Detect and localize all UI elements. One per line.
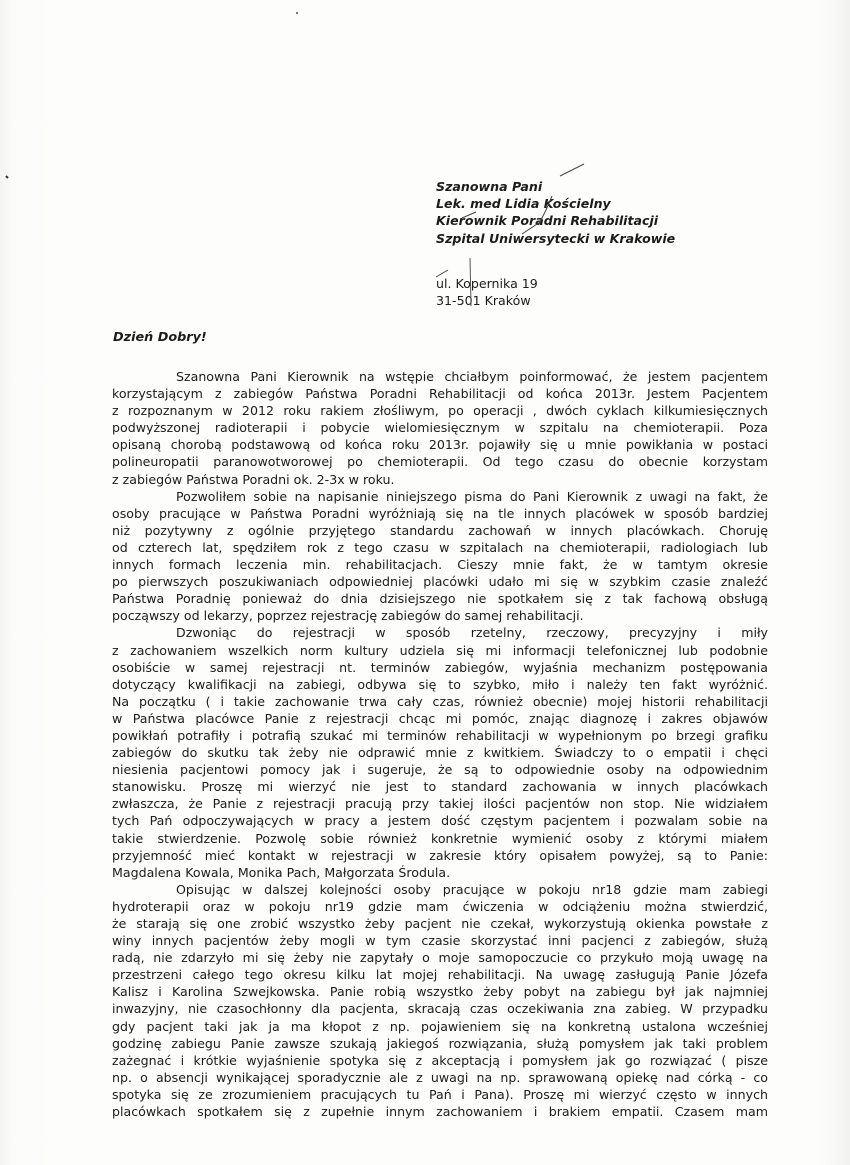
- text-line: Opisując w dalszej kolejności osoby pracujące w pokoju nr18 gdzie mam zabiegi: [176, 881, 768, 897]
- text-line: podwyższonej radioterapii i pobycie wielomiesięcznym w szpitalu na chemioterapii. Poza: [112, 420, 768, 436]
- text-line: spotyka się ze zrozumieniem pracujących tu Pań i Pana). Proszę mi wierzyć często w innych: [112, 1086, 768, 1102]
- text-line: stanowisku. Proszę mi wierzyć nie jest to standard zachowania w innych placówkach: [112, 779, 768, 795]
- text-line: osobiście w samej rejestracji nt. terminów zabiegów, wyjaśnia mechanizm postępowania: [112, 659, 768, 675]
- text-line: w Państwa placówce Panie z rejestracji chcąc mi pomóc, znając diagnozę i zakres objawów: [112, 710, 768, 726]
- text-line: opisaną chorobą podstawową od końca roku 2013r. pojawiły się u mnie powikłania w postaci: [112, 437, 768, 453]
- text-line: począwszy od lekarzy, poprzez rejestrację zabiegów do samej rehabilitacji.: [112, 608, 584, 624]
- text-line: od czterech lat, spędziłem rok z tego czasu w szpitalach na chemioterapii, radiologiach lub: [112, 539, 768, 555]
- paragraph: [112, 881, 768, 1120]
- text-line: inwazyjny, nie czasochłonny dla pacjenta, skracają czas oczekiwania zna zabieg. W przypadku: [112, 1001, 768, 1017]
- text-line: Kalisz i Karolina Szwejkowska. Panie robią wszystko żeby pobyt na zabiegu był jak najmniej: [112, 984, 768, 1000]
- text-line: z zabiegów Państwa Poradni ok. 2-3x w roku.: [112, 471, 395, 487]
- text-line: np. o absencji wynikającej sporadycznie ale z uwagi na np. sprawowaną opiekę nad córką - co: [112, 1069, 768, 1085]
- text-line: Dzwoniąc do rejestracji w sposób rzetelny, rzeczowy, precyzyjny i miły: [176, 625, 768, 641]
- addressee-line: Lek. med Lidia Kościelny: [436, 196, 611, 212]
- text-line: dotyczący kwalifikacji na zabiegi, odbywa się to szybko, miło i należy ten fakt wyróżnić.: [112, 676, 768, 692]
- addressee-block: [436, 178, 756, 310]
- text-line: takie stwierdzenie. Pozwolę sobie również konkretnie wymienić osoby z którymi miałem: [112, 830, 768, 846]
- text-line: zwłaszcza, że Panie z rejestracji pracują przy takiej ilości pacjentów non stop. Nie widziałem: [112, 796, 768, 812]
- text-line: polineuropatii paranowotworowej po chemioterapii. Od tego czasu do obecnie korzystam: [112, 454, 768, 470]
- text-line: przestrzeni całego tego okresu kilku lat mojej rehabilitacji. Na uwagę zasługują Panie Józefa: [112, 967, 768, 983]
- paragraph: [112, 368, 768, 488]
- paragraph: [112, 488, 768, 625]
- text-line: powikłań potrafiły i potrafią szukać mi terminów rehabilitacji w wypełnionym po brzegi grafiku: [112, 727, 768, 743]
- paragraph: [112, 624, 768, 880]
- text-line: niż pozytywny z ogólnie przyjętego standardu zachowań w innych placówkach. Choruję: [112, 522, 768, 538]
- text-line: Pozwoliłem sobie na napisanie niniejszego pisma do Pani Kierownik z uwagi na fakt, że: [176, 488, 768, 504]
- text-line: gdy pacjent taki jak ja ma kłopot z np. pojawieniem się na konkretną ustalona wcześniej: [112, 1018, 768, 1034]
- text-line: Szanowna Pani Kierownik na wstępie chciałbym poinformować, że jestem pacjentem: [176, 369, 768, 384]
- pen-stroke-mark: [560, 164, 584, 176]
- text-line: Państwa Poradnię ponieważ do dnia dzisiejszego nie spotkałem się z tak fachową obsługą: [112, 591, 768, 607]
- text-line: innych formach leczenia min. rehabilitacjach. Cieszy mnie fakt, że w tamtym okresie: [112, 557, 768, 573]
- address-city: 31-501 Kraków: [436, 293, 531, 309]
- addressee-line: Szanowna Pani: [436, 179, 543, 194]
- text-line: po pierwszych poszukiwaniach odpowiedniej placówki udało mi się w szybkim czasie znaleźć: [112, 574, 768, 590]
- text-line: że starają się one zrobić wszystko żeby pacjent nie czekał, wykorzystują okienka powstałe z: [112, 916, 768, 931]
- text-line: godzinę zabiegu Panie zawsze szukają jakiegoś rozwiązania, służą pomysłem jak taki problem: [112, 1035, 768, 1051]
- text-line: radą, nie zdarzyło mi się żeby nie zapytały o moje samopoczucie co przykuło moją uwagę na: [112, 950, 768, 966]
- text-line: osoby pracujące w Państwa Poradni wyróżniają się na tle innych placówek w sposób bardziej: [112, 505, 768, 521]
- text-line: Magdalena Kowala, Monika Pach, Małgorzata Środula.: [112, 864, 451, 880]
- text-line: zabiegów do skutku tak żeby nie odprawić mnie z kwitkiem. Świadczy to o empatii i chęci: [112, 745, 768, 761]
- scan-dot: [6, 176, 8, 178]
- text-line: tych Pań odpoczywających w pracy a jestem dość częstym pacjentem i pozwalam sobie na: [112, 813, 768, 829]
- text-line: niesienia pacjentowi pomocy jak i sugeruje, że są to odpowiednie osoby na odpowiednim: [112, 762, 768, 778]
- text-line: przyjemność mieć kontakt w rejestracji w zakresie który opisałem powyżej, są to Panie:: [112, 847, 768, 863]
- text-line: z rozpoznanym w 2012 roku rakiem złośliwym, po operacji , dwóch cyklach kilkumiesięcznych: [112, 403, 768, 419]
- address-street: ul. Kopernika 19: [436, 275, 538, 291]
- greeting: Dzień Dobry!: [113, 330, 207, 345]
- text-line: winy innych pacjentów żeby mogli w tym czasie skorzystać inni pacjenci z zabiegów, służą: [112, 933, 768, 949]
- text-line: korzystającym z zabiegów Państwa Poradni Rehabilitacji od końca 2013r. Jestem Pacjentem: [112, 386, 768, 402]
- addressee-line: Kierownik Poradni Rehabilitacji: [436, 213, 659, 229]
- text-line: hydroterapii oraz w pokoju nr19 gdzie mam ćwiczenia w odciążeniu można stwierdzić,: [112, 898, 768, 914]
- addressee-line: Szpital Uniwersytecki w Krakowie: [436, 230, 676, 246]
- text-line: zażegnać i krótkie wyjaśnienie spotyka się z akceptacją i pomysłem jak go rozwiązać ( pisze: [112, 1052, 768, 1068]
- text-line: Na początku ( i takie zachowanie trwa cały czas, również obecnie) mojej historii rehabilitacji: [112, 693, 768, 709]
- letter-body: [112, 368, 768, 1120]
- text-line: z zachowaniem wszelkich norm kultury udziela się mi informacji telefonicznej lub podobnie: [112, 642, 768, 658]
- text-line: placówkach spotkałem się z zupełnie innym zachowaniem i brakiem empatii. Czasem mam: [112, 1104, 768, 1120]
